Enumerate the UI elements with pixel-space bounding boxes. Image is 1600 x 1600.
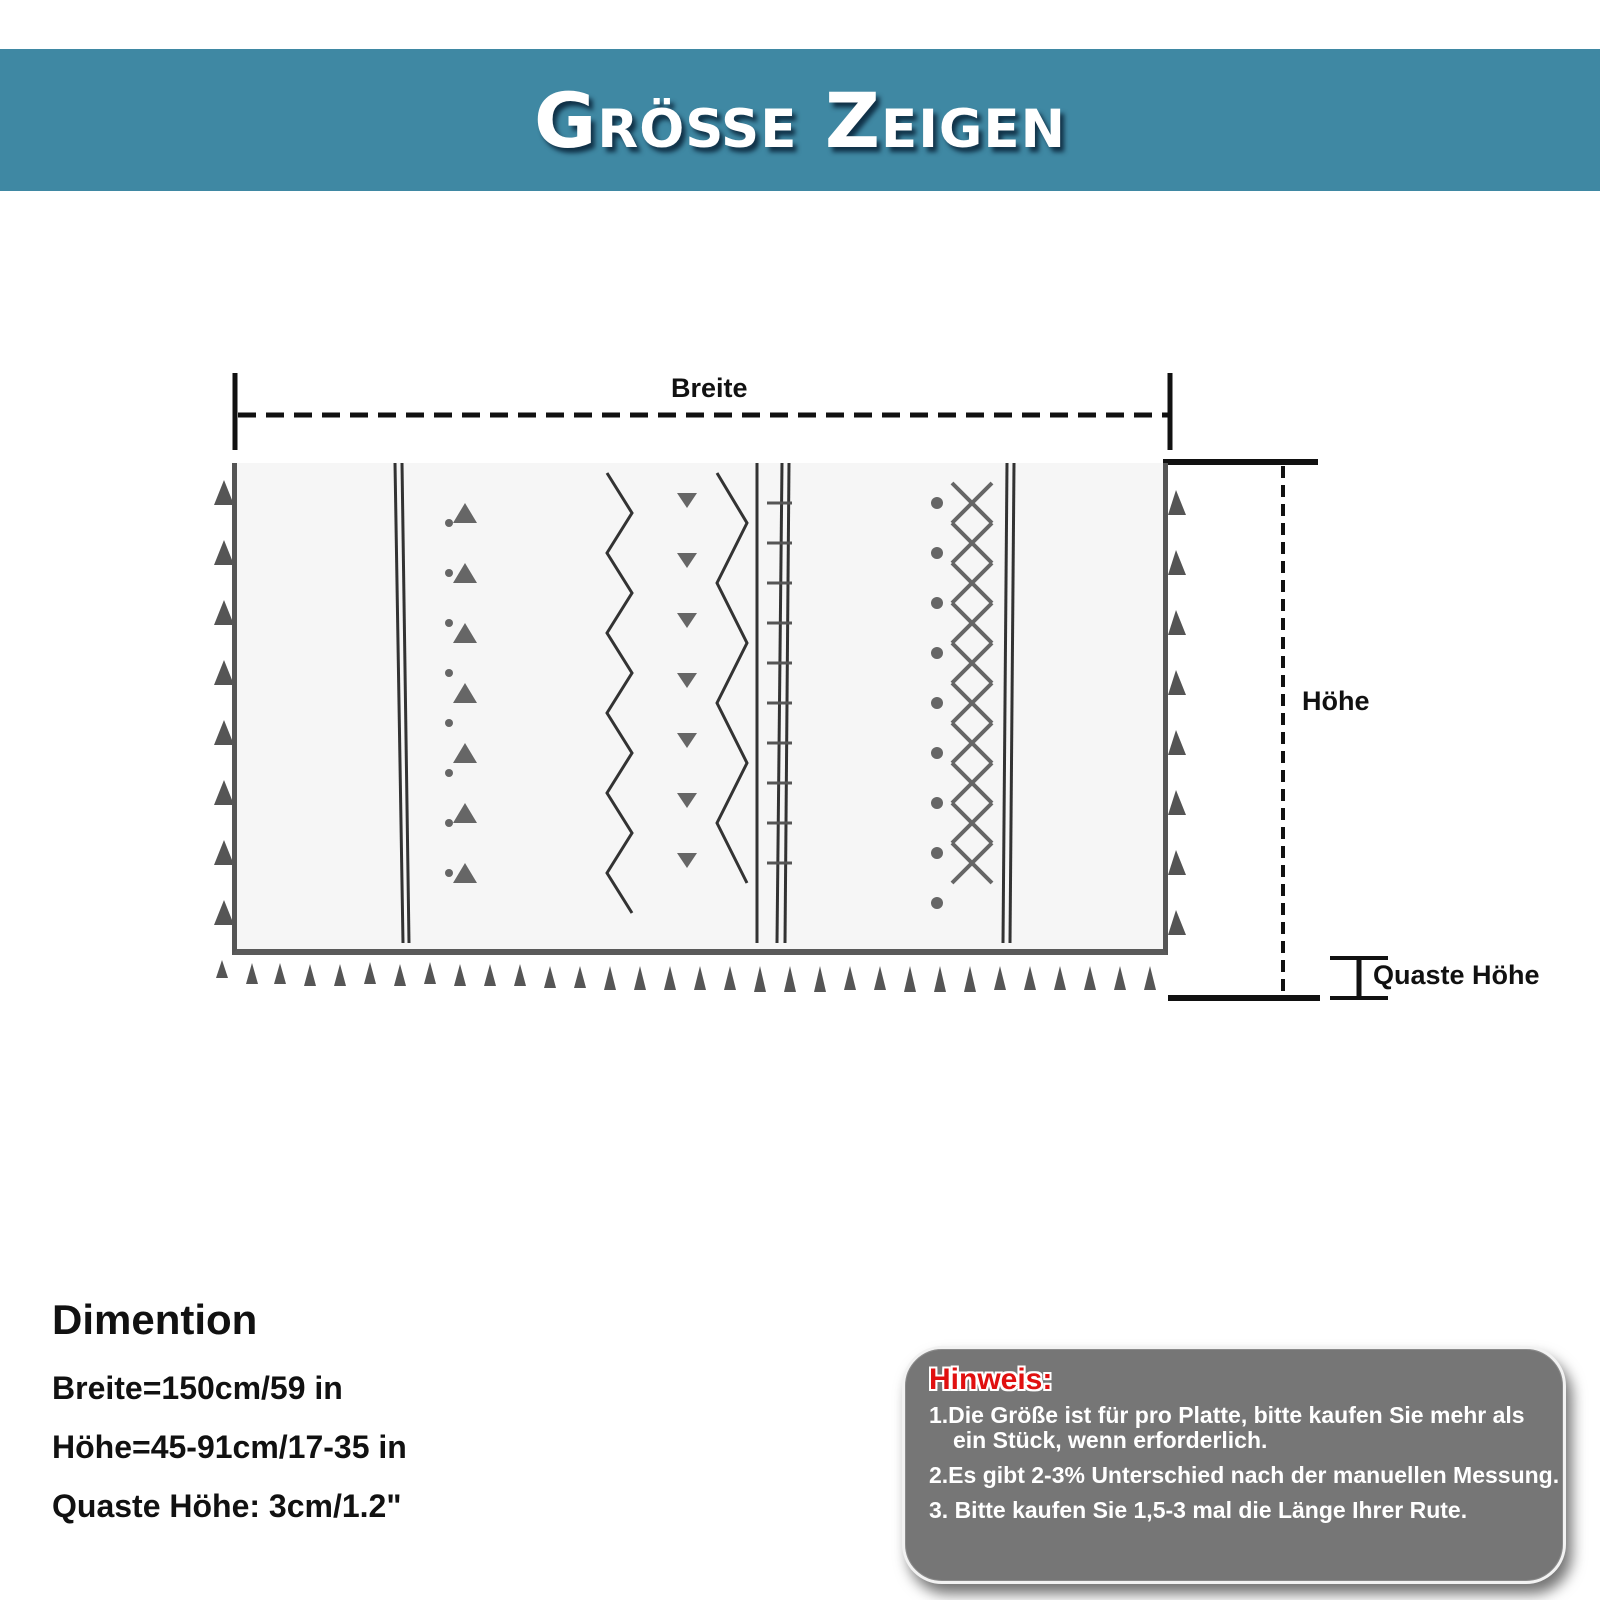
height-label: Höhe bbox=[1302, 686, 1370, 716]
note-box bbox=[902, 1346, 1566, 1584]
note-item-2: 2.Es gibt 2-3% Unterschied nach der manuellen Messung. bbox=[929, 1462, 1560, 1488]
tassel-height-label: Quaste Höhe bbox=[1373, 960, 1540, 990]
dimension-height: Höhe=45-91cm/17-35 in bbox=[52, 1429, 407, 1465]
dimensions-section bbox=[52, 1296, 407, 1547]
dimension-width: Breite=150cm/59 in bbox=[52, 1370, 343, 1406]
dimension-tassel: Quaste Höhe: 3cm/1.2" bbox=[52, 1488, 402, 1524]
dimensions-title: Dimention bbox=[52, 1296, 258, 1343]
width-label: Breite bbox=[671, 373, 748, 403]
page-title: Größe Zeigen bbox=[534, 75, 1066, 165]
note-item-1: 1.Die Größe ist für pro Platte, bitte kaufen Sie mehr als ein Stück, wenn erforderlich. bbox=[929, 1402, 1525, 1453]
note-item-3: 3. Bitte kaufen Sie 1,5-3 mal die Länge Ihrer Rute. bbox=[929, 1497, 1468, 1523]
note-title: Hinweis: bbox=[929, 1363, 1053, 1396]
